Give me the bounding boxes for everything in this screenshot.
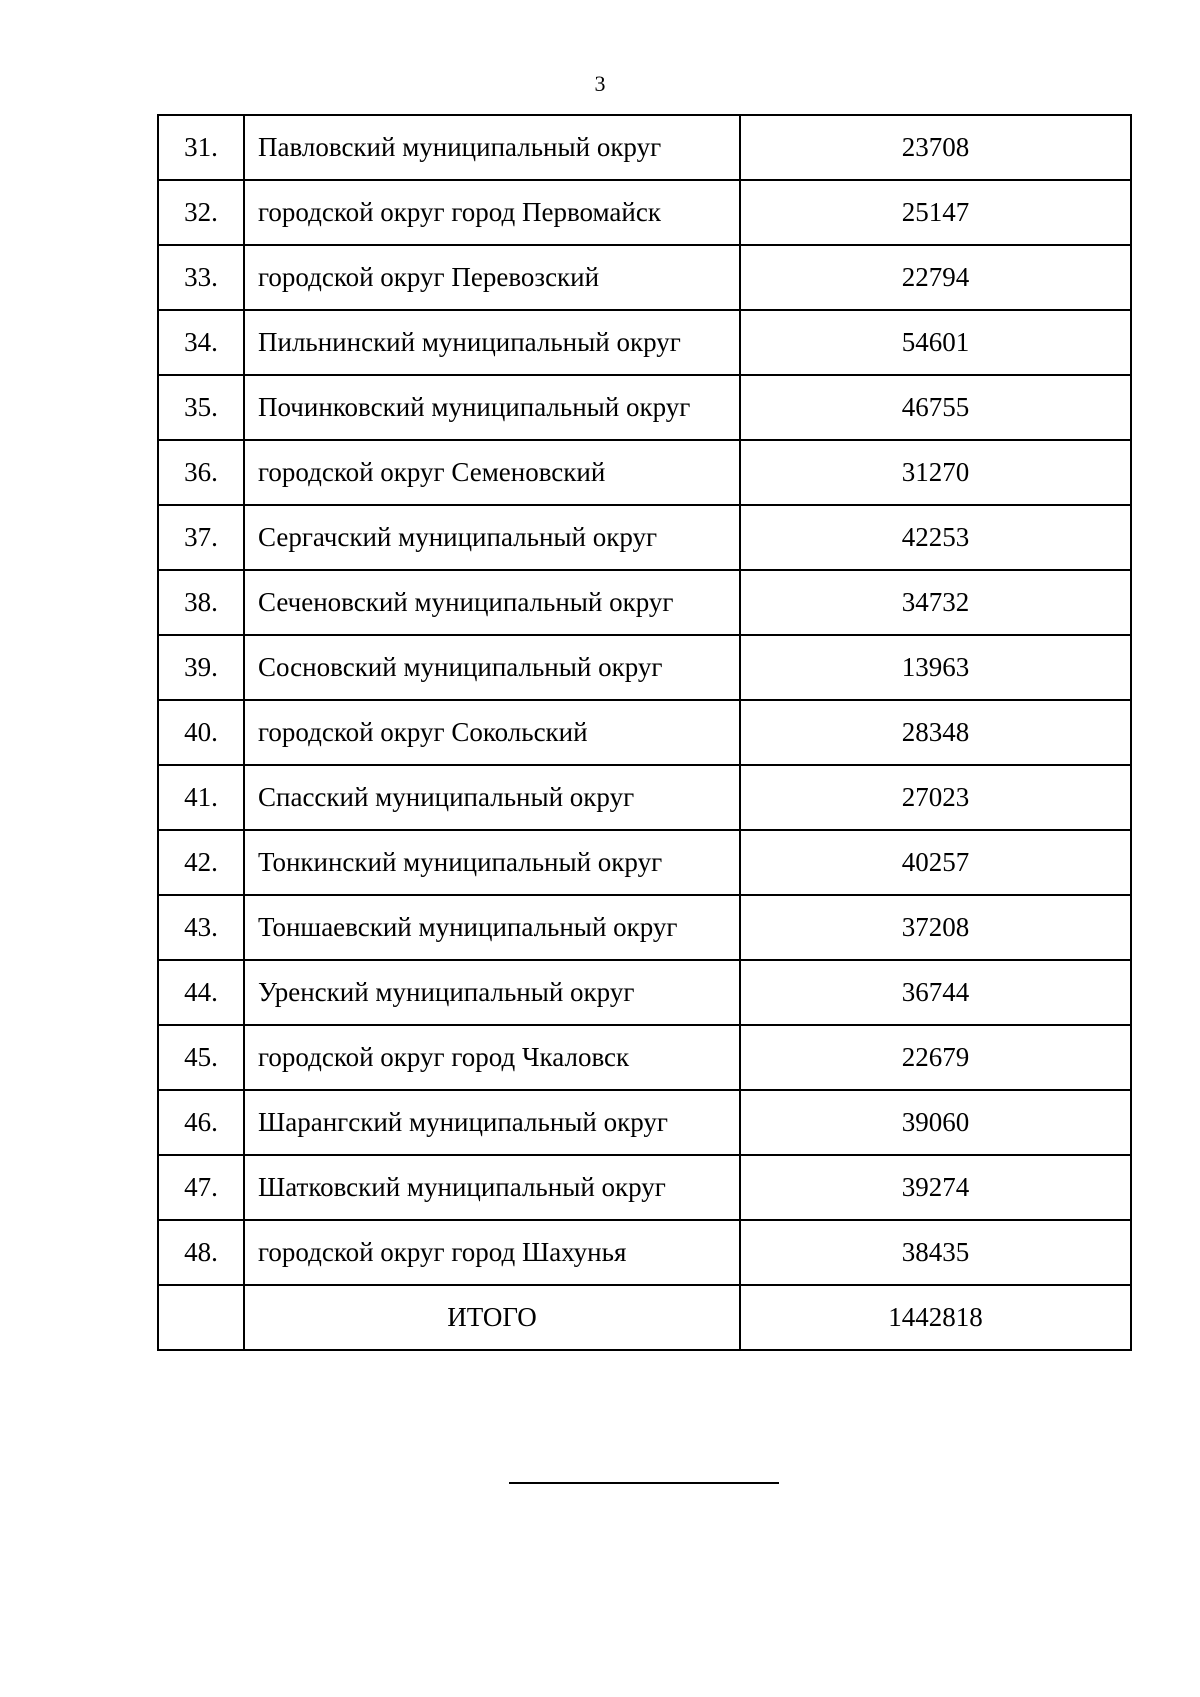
table-row (158, 960, 1131, 1025)
row-value: 22794 (740, 245, 1131, 310)
municipality-name: городской округ Семеновский (244, 440, 740, 505)
municipality-name: Тонкинский муниципальный округ (244, 830, 740, 895)
table-row (158, 180, 1131, 245)
page-number: 3 (594, 71, 606, 96)
municipality-name: Павловский муниципальный округ (244, 115, 740, 180)
row-value: 37208 (740, 895, 1131, 960)
total-label: ИТОГО (244, 1285, 740, 1350)
row-value: 46755 (740, 375, 1131, 440)
row-value: 22679 (740, 1025, 1131, 1090)
table-row (158, 310, 1131, 375)
table-row (158, 1155, 1131, 1220)
table-row (158, 440, 1131, 505)
table-row (158, 830, 1131, 895)
row-value: 39274 (740, 1155, 1131, 1220)
table-row (158, 505, 1131, 570)
row-value: 28348 (740, 700, 1131, 765)
row-number: 43. (158, 895, 244, 960)
total-number-cell (158, 1285, 244, 1350)
row-number: 36. (158, 440, 244, 505)
table-row (158, 115, 1131, 180)
municipality-name: Сосновский муниципальный округ (244, 635, 740, 700)
row-number: 31. (158, 115, 244, 180)
row-number: 33. (158, 245, 244, 310)
row-number: 41. (158, 765, 244, 830)
municipality-name: Тоншаевский муниципальный округ (244, 895, 740, 960)
table-row (158, 1090, 1131, 1155)
row-number: 38. (158, 570, 244, 635)
municipality-name: городской округ город Чкаловск (244, 1025, 740, 1090)
municipality-name: Сергачский муниципальный округ (244, 505, 740, 570)
total-row (158, 1285, 1131, 1350)
row-value: 42253 (740, 505, 1131, 570)
row-number: 48. (158, 1220, 244, 1285)
table-row (158, 700, 1131, 765)
row-number: 37. (158, 505, 244, 570)
row-number: 35. (158, 375, 244, 440)
row-number: 42. (158, 830, 244, 895)
row-value: 54601 (740, 310, 1131, 375)
row-number: 39. (158, 635, 244, 700)
table-body (158, 115, 1131, 1350)
row-number: 45. (158, 1025, 244, 1090)
municipality-name: городской округ город Шахунья (244, 1220, 740, 1285)
row-value: 23708 (740, 115, 1131, 180)
row-value: 31270 (740, 440, 1131, 505)
table-row (158, 765, 1131, 830)
row-number: 44. (158, 960, 244, 1025)
municipality-name: Шатковский муниципальный округ (244, 1155, 740, 1220)
municipality-name: Шарангский муниципальный округ (244, 1090, 740, 1155)
table-row (158, 1220, 1131, 1285)
row-number: 40. (158, 700, 244, 765)
municipality-name: Спасский муниципальный округ (244, 765, 740, 830)
table-row (158, 1025, 1131, 1090)
row-value: 27023 (740, 765, 1131, 830)
municipality-name: Починковский муниципальный округ (244, 375, 740, 440)
table-row (158, 375, 1131, 440)
row-number: 46. (158, 1090, 244, 1155)
table-row (158, 245, 1131, 310)
row-value: 25147 (740, 180, 1131, 245)
table-row (158, 570, 1131, 635)
row-value: 39060 (740, 1090, 1131, 1155)
municipality-name: Уренский муниципальный округ (244, 960, 740, 1025)
municipality-name: городской округ Перевозский (244, 245, 740, 310)
municipality-name: городской округ Сокольский (244, 700, 740, 765)
municipality-name: Сеченовский муниципальный округ (244, 570, 740, 635)
row-number: 47. (158, 1155, 244, 1220)
row-value: 36744 (740, 960, 1131, 1025)
row-value: 34732 (740, 570, 1131, 635)
municipality-name: Пильнинский муниципальный округ (244, 310, 740, 375)
row-number: 32. (158, 180, 244, 245)
row-number: 34. (158, 310, 244, 375)
municipality-name: городской округ город Первомайск (244, 180, 740, 245)
row-value: 40257 (740, 830, 1131, 895)
row-value: 13963 (740, 635, 1131, 700)
allocation-table (157, 114, 1132, 1351)
total-value: 1442818 (740, 1285, 1131, 1350)
table-row (158, 895, 1131, 960)
row-value: 38435 (740, 1220, 1131, 1285)
table-row (158, 635, 1131, 700)
end-of-document-rule (509, 1482, 779, 1484)
